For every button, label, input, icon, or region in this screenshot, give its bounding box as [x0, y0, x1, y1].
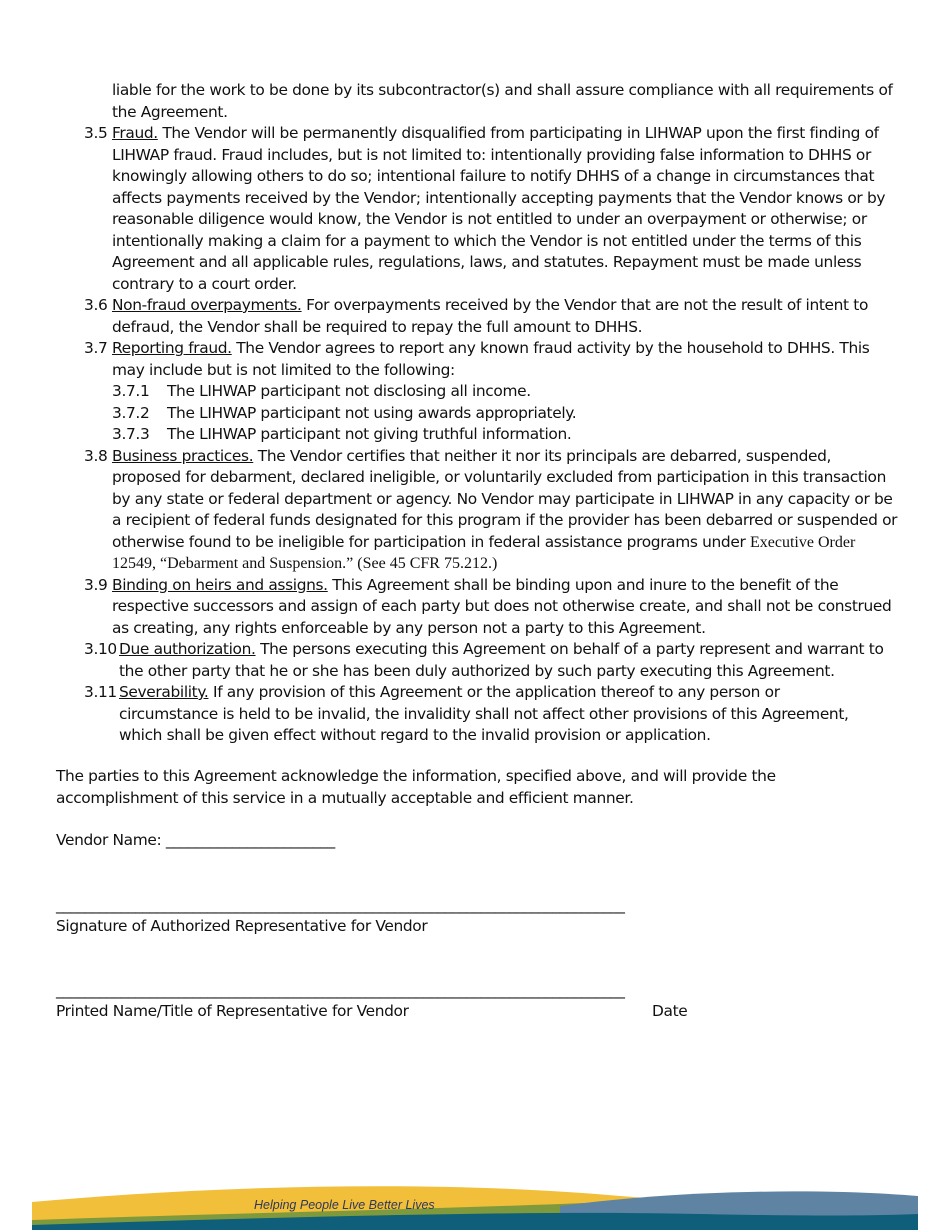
sub-clause-text: The LIHWAP participant not using awards appropriately.: [167, 403, 577, 422]
clause-number: 3.11: [84, 683, 117, 701]
clause-body: The Vendor agrees to report any known fraud activity by the household to DHHS. This may include but is not limited to the following:: [112, 339, 870, 379]
clause-title: Fraud.: [112, 124, 158, 142]
sub-clause-3-7-2: [0, 403, 897, 425]
clause-body: For overpayments received by the Vendor that are not the result of intent to defraud, the Vendor shall be required to repay the full amount to DHHS.: [112, 296, 869, 336]
sub-clause-text: The LIHWAP participant not giving truthful information.: [167, 425, 572, 443]
footer-banner: [0, 1180, 950, 1230]
acknowledgement-paragraph: The parties to this Agreement acknowledge the information, specified above, and will provide the accomplishment of this service in a mutually acceptable and efficient manner.: [56, 767, 776, 807]
footer-tagline: Helping People Live Better Lives: [254, 1198, 435, 1212]
clause-3-10: [0, 639, 894, 682]
continuation-paragraph: liable for the work to be done by its subcontractor(s) and shall assure compliance with all requirements of the Agreement.: [112, 81, 893, 121]
clause-title: Severability.: [119, 683, 209, 701]
clause-title: Non-fraud overpayments.: [112, 296, 302, 314]
clause-body: The Vendor certifies that neither it nor its principals are debarred, suspended, proposed for debarment, declared ineligible, or voluntarily excluded from participation in this transaction by any state or federal department or agency. No Vendor may participate in LIHWAP in any capacity or be a recipient of federal funds designated for this program if the provider has been debarred or suspended or otherwise found to be ineligible for participation in federal assistance programs under: [112, 446, 898, 551]
sub-clause-3-7-3: [0, 424, 897, 446]
clause-3-7: [0, 338, 902, 381]
clause-3-9: [0, 575, 902, 640]
sub-clause-number: 3.7.3: [112, 425, 150, 443]
sub-clause-number: 3.7.1: [112, 382, 150, 400]
date-label: Date: [652, 1002, 688, 1020]
clause-title: Binding on heirs and assigns.: [112, 575, 328, 594]
clause-number: 3.6: [84, 296, 108, 314]
clause-number: 3.10: [84, 640, 117, 658]
clause-title: Due authorization.: [119, 640, 256, 658]
clause-title: Business practices.: [112, 446, 254, 465]
clause-3-8: [0, 446, 902, 575]
clause-body: The persons executing this Agreement on behalf of a party represent and warrant to the other party that he or she has been duly authorized by such party executing this Agreement.: [119, 640, 884, 680]
clause-number: 3.8: [84, 446, 108, 465]
printed-name-label: Printed Name/Title of Representative for Vendor: [56, 1002, 409, 1020]
clause-number: 3.9: [84, 575, 108, 594]
sub-clause-3-7-1: [0, 381, 897, 403]
clause-title: Reporting fraud.: [112, 339, 232, 357]
clause-3-6: [0, 295, 902, 338]
clause-body: The Vendor will be permanently disqualified from participating in LIHWAP upon the first finding of LIHWAP fraud. Fraud includes, but is not limited to: intentionally providing false information to DHHS or knowingly allowing others to do so; intentional failure to notify DHHS of a change in circumstances that affects payments received by the Vendor; intentionally accepting payments that the Vendor knows or by reasonable diligence would know, the Vendor is not entitled to under an overpayment or otherwise; or intentionally making a claim for a payment to which the Vendor is not entitled under the terms of this Agreement and all applicable rules, regulations, laws, and statutes. Repayment must be made unless contrary to a court order.: [112, 124, 886, 293]
clause-3-11: [0, 682, 869, 747]
clause-body: If any provision of this Agreement or the application thereof to any person or circumstance is held to be invalid, the invalidity shall not affect other provisions of this Agreement, which shall be given effect without regard to the invalid provision or application.: [119, 683, 849, 744]
clause-3-5: [0, 123, 902, 295]
clause-number: 3.7: [84, 339, 108, 357]
clause-body-serif: Executive Order 12549, “Debarment and Suspension.” (See 45 CFR 75.212.): [112, 533, 856, 572]
sub-clause-number: 3.7.2: [112, 403, 150, 422]
clause-list: [0, 123, 950, 747]
clause-body: This Agreement shall be binding upon and inure to the benefit of the respective successors and assign of each party but does not otherwise create, and shall not be construed as creating, any rights enforceable by any person not a party to this Agreement.: [112, 575, 892, 637]
signature-label: Signature of Authorized Representative for Vendor: [56, 917, 428, 935]
clause-number: 3.5: [84, 124, 108, 142]
printed-name-line[interactable]: _______________________________________________________________________________: [56, 981, 625, 999]
signature-line[interactable]: _______________________________________________________________________________: [56, 896, 625, 914]
vendor-name-field[interactable]: Vendor Name: _______________________: [56, 831, 335, 849]
sub-clause-text: The LIHWAP participant not disclosing all income.: [167, 382, 531, 400]
